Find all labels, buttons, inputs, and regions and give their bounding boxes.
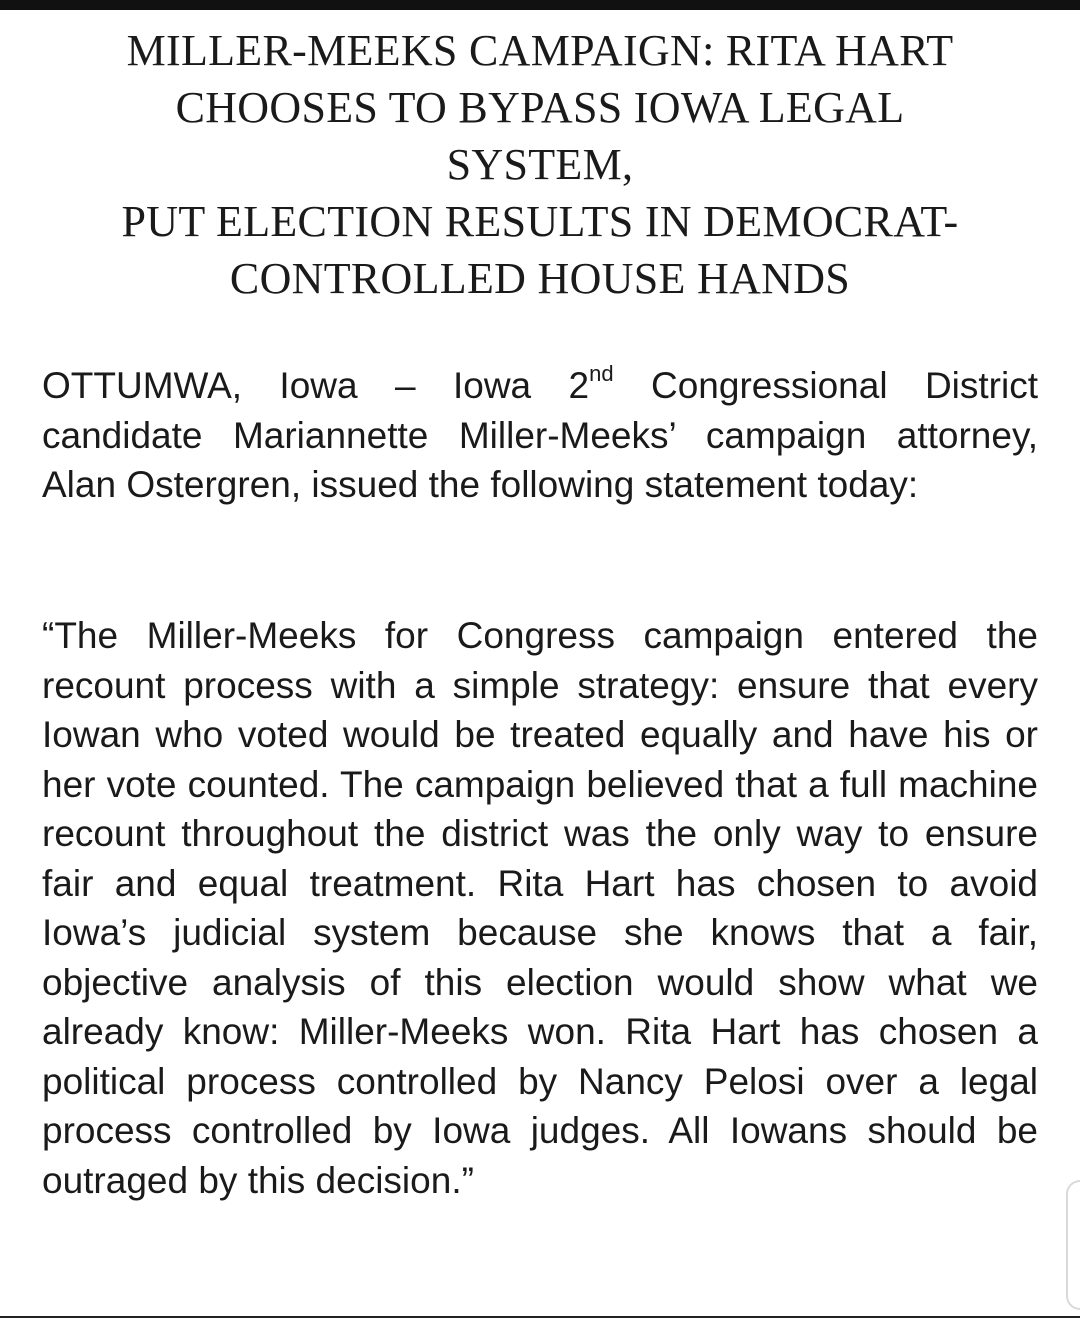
ordinal-suffix: nd <box>589 360 614 386</box>
dateline-text: OTTUMWA, Iowa – Iowa 2 <box>42 365 590 406</box>
headline-line: MILLER-MEEKS CAMPAIGN: RITA HART <box>126 26 954 75</box>
top-border <box>0 0 1080 10</box>
headline-line: PUT ELECTION RESULTS IN DEMOCRAT- <box>121 197 959 246</box>
headline-line: SYSTEM, <box>446 140 634 189</box>
dateline-text-continued: Congressional District candidate Mariannette Miller-Meeks’ campaign attorney, Alan Ostergren, issued the following statement today: <box>42 365 1038 505</box>
press-release-headline <box>20 22 1060 307</box>
dateline-paragraph <box>42 361 1038 510</box>
headline-line: CHOOSES TO BYPASS IOWA LEGAL <box>175 83 905 132</box>
scroll-edge-handle <box>1066 1180 1080 1310</box>
bottom-border <box>0 1316 1080 1318</box>
statement-quote: “The Miller-Meeks for Congress campaign entered the recount process with a simple strategy: ensure that every Iowan who voted would be treated equally and have his or her vote counted. The campaign believed that a full machine recount throughout the district was the only way to ensure fair and equal treatment. Rita Hart has chosen to avoid Iowa’s judicial system because she knows that a fair, objective analysis of this election would show what we already know: Miller-Meeks won. Rita Hart has chosen a political process controlled by Nancy Pelosi over a legal process controlled by Iowa judges. All Iowans should be outraged by this decision.” <box>42 615 1038 1201</box>
headline-line: CONTROLLED HOUSE HANDS <box>229 254 851 303</box>
